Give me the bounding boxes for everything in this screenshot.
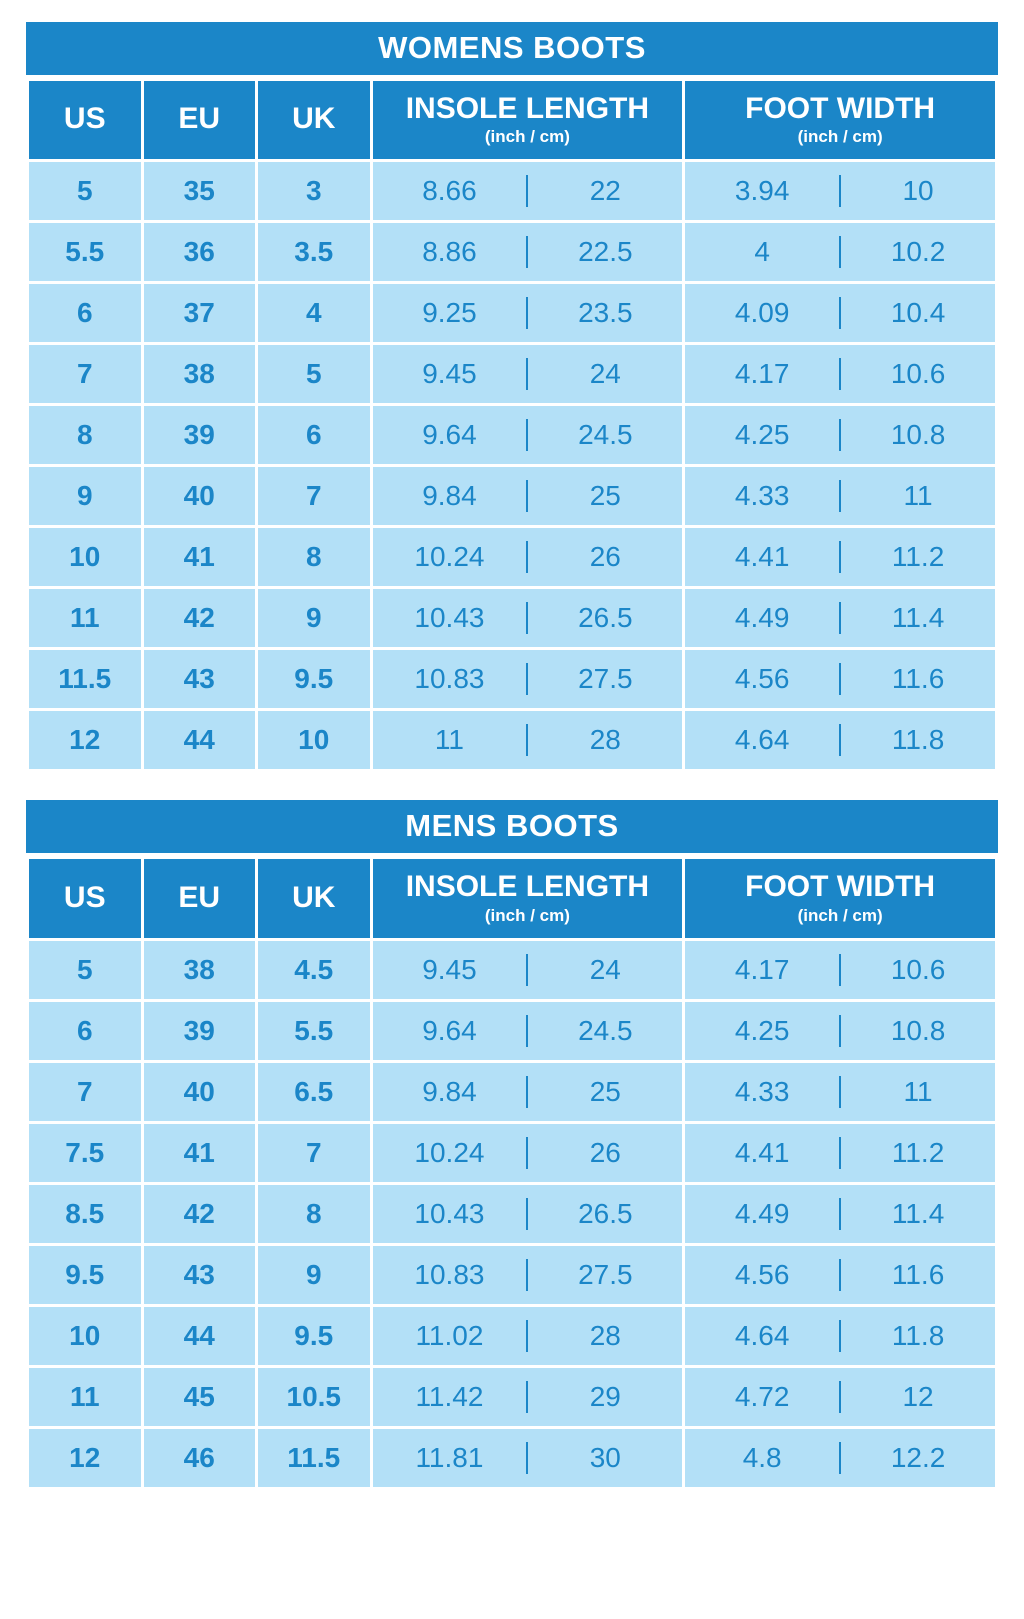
table-row — [29, 284, 995, 342]
insole-cm: 24 — [589, 358, 621, 390]
foot-width-units: (inch / cm) — [797, 905, 883, 925]
width-cm: 11.8 — [891, 1319, 945, 1351]
cell-uk: 3.5 — [258, 223, 370, 281]
insole-cm: 24.5 — [578, 1014, 633, 1046]
insole-inch: 8.66 — [422, 175, 477, 207]
width-inch: 4.56 — [734, 663, 790, 695]
insole-inch: 9.84 — [422, 1075, 477, 1107]
insole-inch: 11 — [434, 724, 464, 756]
insole-cm: 26.5 — [578, 1197, 633, 1229]
table-row — [29, 162, 995, 220]
insole-inch: 9.64 — [422, 1014, 477, 1046]
width-inch: 4.41 — [734, 541, 790, 573]
cell-eu: 46 — [144, 1429, 256, 1487]
cell-eu: 38 — [144, 941, 256, 999]
width-cm: 11.4 — [891, 602, 945, 634]
insole-inch: 10.24 — [414, 1136, 485, 1168]
table-row — [29, 1246, 995, 1304]
table-row — [29, 1185, 995, 1243]
column-header-eu: EU — [144, 859, 256, 937]
cell-uk: 9.5 — [258, 650, 370, 708]
insole-cm: 27.5 — [578, 663, 633, 695]
foot-width-label: FOOT WIDTH — [745, 870, 936, 904]
cell-uk: 7 — [258, 467, 370, 525]
cell-insole-length — [373, 650, 683, 708]
cell-insole-length — [373, 406, 683, 464]
insole-length-units: (inch / cm) — [484, 905, 570, 925]
cell-insole-length — [373, 941, 683, 999]
column-header-eu: EU — [144, 81, 256, 159]
table-row — [29, 1063, 995, 1121]
cell-foot-width — [685, 1429, 995, 1487]
cell-foot-width — [685, 589, 995, 647]
insole-length-label: INSOLE LENGTH — [405, 92, 650, 125]
cell-foot-width — [685, 162, 995, 220]
cell-insole-length — [373, 528, 683, 586]
table-row — [29, 941, 995, 999]
mens-boots-chart — [26, 800, 998, 1489]
cell-insole-length — [373, 1429, 683, 1487]
cell-foot-width — [685, 1124, 995, 1182]
insole-inch: 10.43 — [414, 1197, 485, 1229]
width-inch: 4.33 — [734, 1075, 790, 1107]
table-row — [29, 589, 995, 647]
width-inch: 4.33 — [734, 480, 790, 512]
cell-foot-width — [685, 1002, 995, 1060]
cell-eu: 39 — [144, 406, 256, 464]
width-cm: 10.8 — [890, 1014, 946, 1046]
cell-eu: 39 — [144, 1002, 256, 1060]
cell-foot-width — [685, 650, 995, 708]
width-inch: 4.17 — [734, 953, 790, 985]
cell-uk: 8 — [258, 528, 370, 586]
cell-us: 8 — [29, 406, 141, 464]
cell-us: 7.5 — [29, 1124, 141, 1182]
womens-size-table — [26, 78, 998, 772]
insole-inch: 10.43 — [414, 602, 485, 634]
width-inch: 4.17 — [734, 358, 790, 390]
womens-chart-title: WOMENS BOOTS — [26, 22, 998, 75]
cell-foot-width — [685, 528, 995, 586]
cell-insole-length — [373, 1246, 683, 1304]
width-inch: 4.8 — [742, 1441, 782, 1473]
insole-cm: 22 — [589, 175, 621, 207]
cell-insole-length — [373, 1307, 683, 1365]
cell-insole-length — [373, 1185, 683, 1243]
cell-eu: 43 — [144, 650, 256, 708]
table-row — [29, 345, 995, 403]
cell-eu: 43 — [144, 1246, 256, 1304]
width-inch: 4.72 — [734, 1380, 790, 1412]
cell-foot-width — [685, 284, 995, 342]
cell-foot-width — [685, 941, 995, 999]
insole-cm: 26 — [589, 1136, 621, 1168]
cell-insole-length — [373, 589, 683, 647]
width-inch: 4.25 — [734, 1014, 790, 1046]
cell-us: 7 — [29, 345, 141, 403]
insole-inch: 9.84 — [422, 480, 477, 512]
cell-us: 11 — [29, 1368, 141, 1426]
cell-uk: 5 — [258, 345, 370, 403]
cell-us: 12 — [29, 711, 141, 769]
table-row — [29, 1002, 995, 1060]
cell-us: 5 — [29, 941, 141, 999]
cell-foot-width — [685, 1307, 995, 1365]
cell-us: 5.5 — [29, 223, 141, 281]
cell-us: 6 — [29, 284, 141, 342]
cell-eu: 37 — [144, 284, 256, 342]
insole-inch: 9.25 — [422, 297, 477, 329]
column-header-us: US — [29, 859, 141, 937]
insole-cm: 28 — [589, 724, 621, 756]
insole-cm: 25 — [589, 480, 621, 512]
cell-us: 6 — [29, 1002, 141, 1060]
cell-insole-length — [373, 467, 683, 525]
table-row — [29, 650, 995, 708]
table-row — [29, 528, 995, 586]
cell-insole-length — [373, 223, 683, 281]
cell-eu: 38 — [144, 345, 256, 403]
insole-cm: 30 — [589, 1441, 621, 1473]
foot-width-label: FOOT WIDTH — [745, 92, 936, 125]
cell-eu: 44 — [144, 711, 256, 769]
insole-inch: 11.02 — [415, 1319, 484, 1351]
insole-cm: 26.5 — [578, 602, 633, 634]
cell-us: 11.5 — [29, 650, 141, 708]
table-row — [29, 467, 995, 525]
cell-uk: 4.5 — [258, 941, 370, 999]
insole-inch: 10.83 — [414, 1258, 485, 1290]
width-inch: 4.41 — [734, 1136, 790, 1168]
womens-table-body — [29, 162, 995, 769]
width-cm: 11.6 — [891, 663, 945, 695]
cell-us: 7 — [29, 1063, 141, 1121]
table-header-row — [29, 859, 995, 937]
mens-table-body — [29, 941, 995, 1487]
table-row — [29, 1368, 995, 1426]
cell-insole-length — [373, 345, 683, 403]
width-cm: 10.4 — [890, 297, 946, 329]
insole-cm: 24.5 — [578, 419, 633, 451]
cell-foot-width — [685, 1185, 995, 1243]
cell-us: 9.5 — [29, 1246, 141, 1304]
width-cm: 11.2 — [891, 541, 945, 573]
width-cm: 11.2 — [891, 1136, 945, 1168]
cell-uk: 10 — [258, 711, 370, 769]
cell-uk: 9.5 — [258, 1307, 370, 1365]
width-inch: 4.64 — [734, 724, 790, 756]
insole-inch: 8.86 — [422, 236, 477, 268]
width-cm: 10.6 — [890, 953, 946, 985]
width-cm: 11.6 — [891, 1258, 945, 1290]
insole-inch: 9.45 — [422, 953, 477, 985]
width-inch: 3.94 — [734, 175, 790, 207]
insole-length-units: (inch / cm) — [484, 127, 570, 147]
column-header-foot-width — [685, 859, 995, 937]
cell-us: 8.5 — [29, 1185, 141, 1243]
cell-eu: 42 — [144, 1185, 256, 1243]
width-cm: 11.4 — [891, 1197, 945, 1229]
table-row — [29, 1307, 995, 1365]
cell-foot-width — [685, 345, 995, 403]
insole-cm: 28 — [589, 1319, 621, 1351]
cell-insole-length — [373, 1002, 683, 1060]
cell-uk: 3 — [258, 162, 370, 220]
table-row — [29, 406, 995, 464]
insole-cm: 26 — [589, 541, 621, 573]
table-row — [29, 223, 995, 281]
insole-inch: 10.83 — [414, 663, 485, 695]
cell-uk: 11.5 — [258, 1429, 370, 1487]
column-header-us: US — [29, 81, 141, 159]
cell-uk: 10.5 — [258, 1368, 370, 1426]
cell-eu: 42 — [144, 589, 256, 647]
column-header-uk: UK — [258, 81, 370, 159]
table-row — [29, 1124, 995, 1182]
insole-inch: 11.81 — [415, 1441, 484, 1473]
width-cm: 12 — [902, 1380, 934, 1412]
insole-cm: 25 — [589, 1075, 621, 1107]
cell-foot-width — [685, 1063, 995, 1121]
cell-eu: 45 — [144, 1368, 256, 1426]
width-inch: 4 — [754, 236, 770, 268]
insole-cm: 22.5 — [578, 236, 633, 268]
width-cm: 10.2 — [890, 236, 946, 268]
insole-cm: 24 — [589, 953, 621, 985]
cell-insole-length — [373, 1063, 683, 1121]
foot-width-units: (inch / cm) — [797, 127, 883, 147]
table-row — [29, 711, 995, 769]
table-row — [29, 1429, 995, 1487]
cell-insole-length — [373, 711, 683, 769]
cell-us: 9 — [29, 467, 141, 525]
cell-uk: 4 — [258, 284, 370, 342]
cell-foot-width — [685, 223, 995, 281]
cell-foot-width — [685, 467, 995, 525]
cell-us: 5 — [29, 162, 141, 220]
insole-inch: 11.42 — [415, 1380, 484, 1412]
cell-eu: 44 — [144, 1307, 256, 1365]
width-inch: 4.49 — [734, 1197, 790, 1229]
cell-uk: 9 — [258, 1246, 370, 1304]
width-cm: 11.8 — [891, 724, 945, 756]
cell-foot-width — [685, 711, 995, 769]
cell-eu: 40 — [144, 467, 256, 525]
cell-foot-width — [685, 406, 995, 464]
column-header-insole-length — [373, 81, 683, 159]
cell-eu: 41 — [144, 1124, 256, 1182]
cell-uk: 6 — [258, 406, 370, 464]
width-inch: 4.49 — [734, 602, 790, 634]
insole-cm: 23.5 — [578, 297, 633, 329]
cell-uk: 5.5 — [258, 1002, 370, 1060]
cell-uk: 8 — [258, 1185, 370, 1243]
cell-insole-length — [373, 162, 683, 220]
cell-uk: 9 — [258, 589, 370, 647]
cell-uk: 6.5 — [258, 1063, 370, 1121]
mens-chart-title: MENS BOOTS — [26, 800, 998, 853]
insole-inch: 10.24 — [414, 541, 485, 573]
cell-us: 10 — [29, 1307, 141, 1365]
womens-boots-chart — [26, 22, 998, 772]
mens-size-table — [26, 856, 998, 1489]
width-cm: 12.2 — [890, 1441, 946, 1473]
insole-inch: 9.64 — [422, 419, 477, 451]
cell-eu: 41 — [144, 528, 256, 586]
width-inch: 4.56 — [734, 1258, 790, 1290]
cell-insole-length — [373, 1124, 683, 1182]
width-inch: 4.64 — [734, 1319, 790, 1351]
cell-foot-width — [685, 1246, 995, 1304]
width-inch: 4.25 — [734, 419, 790, 451]
cell-us: 12 — [29, 1429, 141, 1487]
insole-inch: 9.45 — [422, 358, 477, 390]
table-header-row — [29, 81, 995, 159]
cell-us: 11 — [29, 589, 141, 647]
insole-length-label: INSOLE LENGTH — [405, 870, 650, 904]
width-cm: 10.8 — [890, 419, 946, 451]
cell-eu: 36 — [144, 223, 256, 281]
cell-insole-length — [373, 1368, 683, 1426]
width-inch: 4.09 — [734, 297, 790, 329]
cell-eu: 35 — [144, 162, 256, 220]
column-header-insole-length — [373, 859, 683, 937]
column-header-uk: UK — [258, 859, 370, 937]
cell-us: 10 — [29, 528, 141, 586]
cell-uk: 7 — [258, 1124, 370, 1182]
cell-eu: 40 — [144, 1063, 256, 1121]
width-cm: 10 — [902, 175, 934, 207]
width-cm: 11 — [903, 1075, 933, 1107]
column-header-foot-width — [685, 81, 995, 159]
insole-cm: 29 — [589, 1380, 621, 1412]
cell-insole-length — [373, 284, 683, 342]
cell-foot-width — [685, 1368, 995, 1426]
width-cm: 11 — [903, 480, 933, 512]
insole-cm: 27.5 — [578, 1258, 633, 1290]
width-cm: 10.6 — [890, 358, 946, 390]
